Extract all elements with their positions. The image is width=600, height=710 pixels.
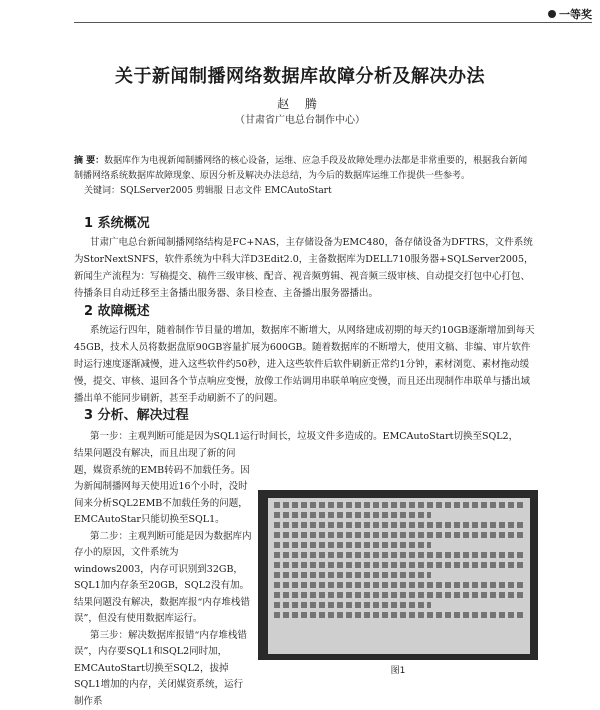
- section-2-heading: 2 故障概述: [84, 300, 150, 319]
- section-1-text: 甘肃广电总台新闻制播网络结构是FC+NAS，主存储设备为EMC480，备存储设备为DFTRS，文件系统为StorNextSNFS，软件系统为中科大洋D3Edit2.0，主备数据库为DELL710服务器+SQLServer2005，新闻生产流程为：写稿提交、稿件三级审核、配音、视音频剪辑、视音频三级审核、自动提交打包中心打包、待播条目自动迁移至主备播出服务器、条目检查、主备播出服务器播出。: [74, 234, 536, 302]
- header-rule: [74, 22, 592, 23]
- award-tag: [548, 6, 592, 22]
- section-3-para-3: 第三步：解决数据库报错“内存堆栈错误”，内存要SQL1和SQL2同时加，EMCAutoStart切换至SQL2，拔掉SQL1增加的内存，关闭媒资系统，运行制作系: [74, 628, 252, 710]
- section-3-heading: 3 分析、解决过程: [84, 404, 189, 423]
- keywords: [84, 185, 534, 198]
- section-1-heading: 1 系统概况: [84, 212, 150, 231]
- section-3-step1: 第一步：主观判断可能是因为SQL1运行时间长，垃圾文件多造成的。EMCAutoStart切换至SQL2，: [74, 428, 536, 445]
- keywords-text: SQLServer2005 剪辑服 日志文件 EMCAutoStart: [120, 186, 332, 196]
- affiliation: （甘肃省广电总台制作中心）: [0, 111, 600, 126]
- section-3-left-column: [74, 446, 252, 710]
- figure-screen: [268, 498, 530, 654]
- figure-1-image: [258, 490, 538, 660]
- figure-1-caption: 图1: [258, 663, 538, 676]
- keywords-label: 关键词：: [84, 186, 120, 196]
- paper-title: 关于新闻制播网络数据库故障分析及解决办法: [0, 62, 600, 88]
- bullet-icon: [548, 10, 556, 18]
- section-3-para-1: 结果问题没有解决，而且出现了新的问题，媒资系统的EMB转码不加载任务。因为新闻制播网每天使用近16个小时，没时间来分析SQL2EMB不加载任务的问题，EMCAutoStar只能切换至SQL1。: [74, 446, 252, 529]
- abstract: [74, 154, 534, 184]
- abstract-label: 摘 要：: [74, 156, 104, 166]
- author: 赵 腾: [0, 95, 600, 112]
- section-2-text: 系统运行四年，随着制作节目量的增加，数据库不断增大，从网络建成初期的每天约10GB逐渐增加到每天45GB，技术人员将数据盘原90GB容量扩展为600GB。随着数据库的不断增大，使用文稿、非编、审片软件时运行速度逐渐减慢，进入这些软件约50秒，进入这些软件后软件刷新正常约1分钟，素材浏览、素材拖动缓慢，提交、审核、退回各个节点响应变慢，放像工作站调用串联单响应变慢，而且还出现制作串联单与播出域播出单不能同步刷新，甚至手动刷新不了的问题。: [74, 322, 536, 407]
- abstract-text: 数据库作为电视新闻制播网络的核心设备，运维、应急手段及故障处理办法都是非常重要的，根据我台新闻制播网络系统数据库故障现象、原因分析及解决办法总结，为今后的数据库运维工作提供一些参考。: [74, 156, 527, 181]
- award-tag-label: 一等奖: [559, 6, 592, 22]
- section-3-para-2: 第二步：主观判断可能是因为数据库内存小的原因，文件系统为windows2003，内存可识别到32GB，SQL1加内存条至20GB，SQL2没有加。结果问题没有解决，数据库报“内存堆栈错误”，但没有使用数据库运行。: [74, 529, 252, 628]
